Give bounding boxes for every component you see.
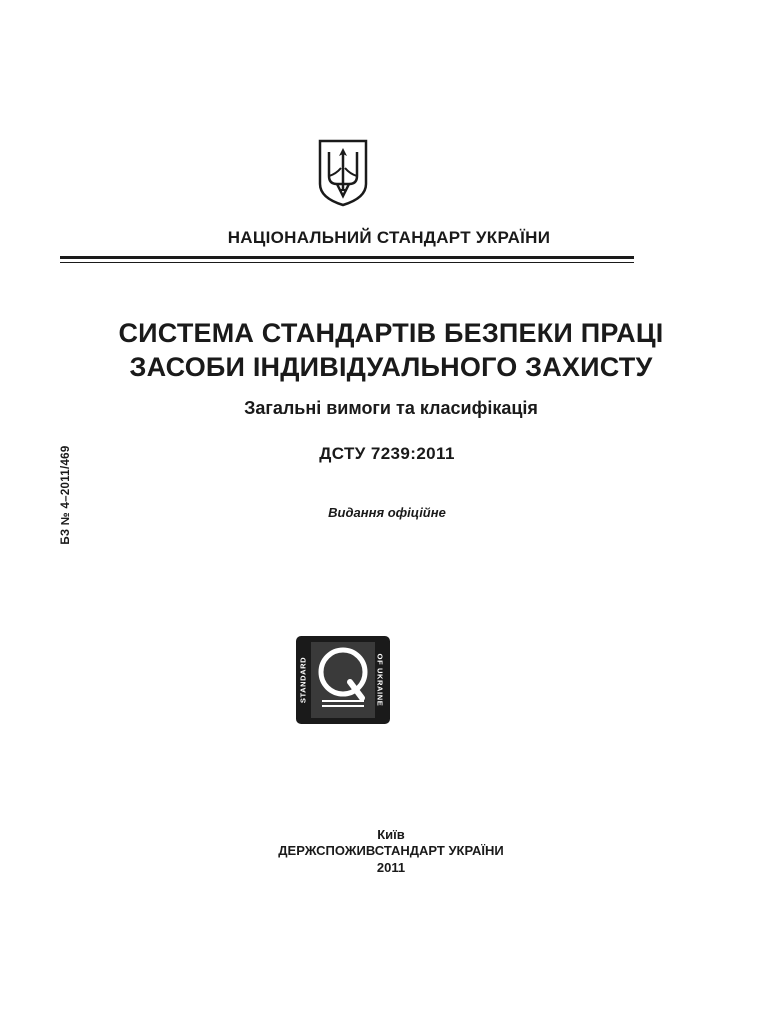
title-line-1: СИСТЕМА СТАНДАРТІВ БЕЗПЕКИ ПРАЦІ <box>118 318 664 348</box>
quality-mark-logo <box>296 636 390 724</box>
trident-coat-of-arms-icon <box>317 138 369 208</box>
publication-city: Київ <box>377 827 405 842</box>
quality-mark-right-text: OF UKRAINE <box>375 653 385 707</box>
header-rule-thick <box>60 256 634 259</box>
side-registration-label: БЗ № 4–2011/469 <box>60 445 72 545</box>
standard-code: ДСТУ 7239:2011 <box>319 444 455 463</box>
quality-mark-left-text: STANDARD <box>298 656 308 704</box>
subtitle: Загальні вимоги та класифікація <box>244 398 538 418</box>
official-edition-label: Видання офіційне <box>328 505 446 520</box>
publisher-name: ДЕРЖСПОЖИВСТАНДАРТ УКРАЇНИ <box>278 843 504 858</box>
national-standard-header: НАЦІОНАЛЬНИЙ СТАНДАРТ УКРАЇНИ <box>227 228 551 247</box>
title-line-2: ЗАСОБИ ІНДИВІДУАЛЬНОГО ЗАХИСТУ <box>129 352 653 382</box>
header-rule-thin <box>60 262 634 263</box>
publication-year: 2011 <box>376 860 406 875</box>
